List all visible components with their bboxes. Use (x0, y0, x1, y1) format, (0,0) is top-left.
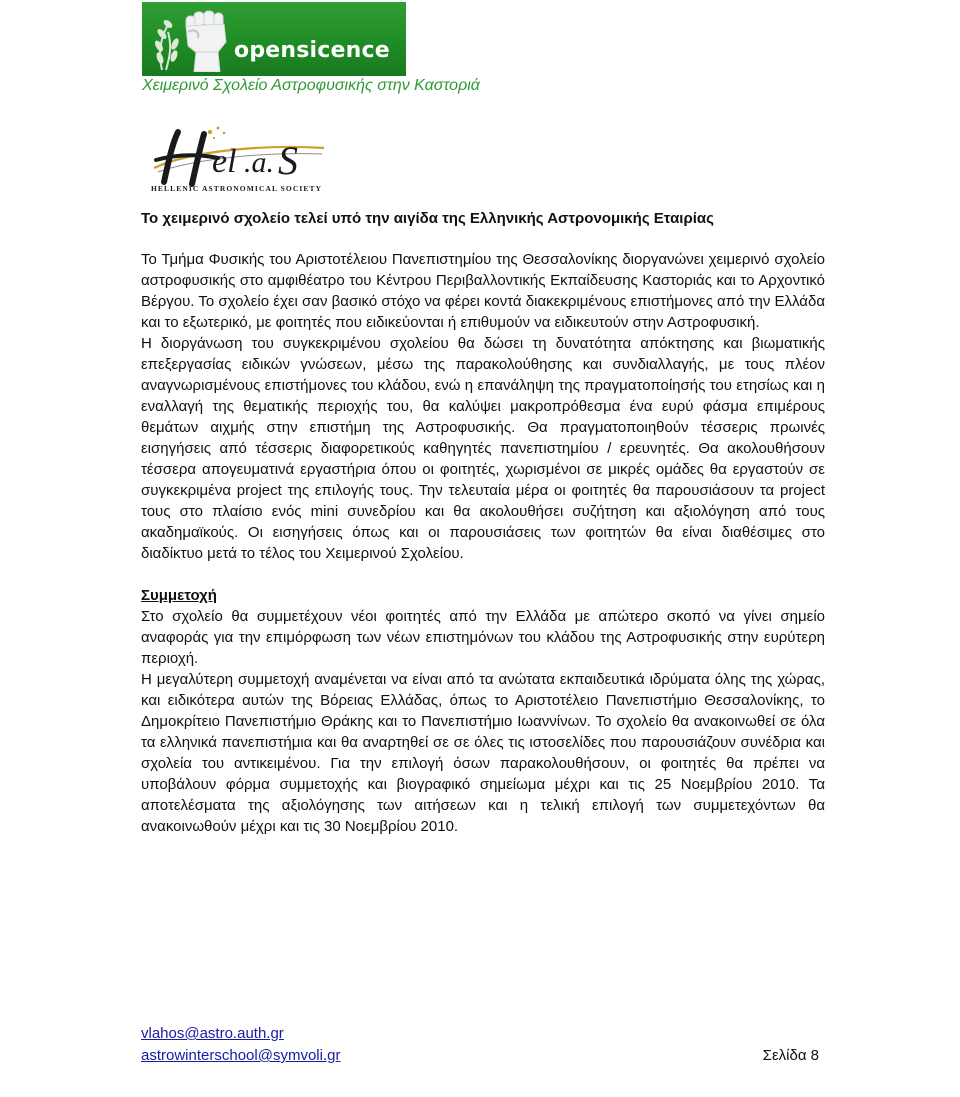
paragraph-participation-intro: Στο σχολείο θα συμμετέχουν νέοι φοιτητές από την Ελλάδα με απώτερο σκοπό να γίνει σημείο αναφοράς για την επιμόρφωση των νέων επιστημόνων του κλάδου της Αστροφυσικής στην ευρύτερη περιοχή. (141, 608, 825, 667)
email-link-vlahos[interactable]: vlahos@astro.auth.gr (141, 1025, 284, 1042)
paragraph-organization: Η διοργάνωση του συγκεκριμένου σχολείου θα δώσει τη δυνατότητα απόκτησης και βιωματικής επεξεργασίας ειδικών γνώσεων, μέσω της παρακολούθησης και συνδιαλλαγής, με τους πλέον αναγνωρισμένους επιστήμονες του κλάδου, ενώ η επανάληψη της πραγματοποίησής του ετησίως και η εναλλαγή της θεματικής περιοχής του, θα καλύψει μακροπρόθεσμα ένα ευρύ φάσμα επιμέρους θεμάτων αιχμής στην επιστήμη της Αστροφυσικής. Θα πραγματοποιηθούν τέσσερις πρωινές εισηγήσεις από τέσσερις διαφορετικούς καθηγητές πανεπιστημίου / ερευνητές. Θα ακολουθήσουν τέσσερα απογευματινά εργαστήρια όπου οι φοιτητές, χωρισμένοι σε μικρές ομάδες θα εργαστούν σε συγκεκριμένα project της επιλογής τους. Την τελευταία μέρα οι φοιτητές θα παρουσιάσουν τα project τους στο πλαίσιο ενός mini συνεδρίου και θα ακολουθήσει συζήτηση και αξιολόγηση από τους ακαδημαϊκούς. Οι εισηγήσεις όπως και οι παρουσιάσεις των φοιτητών θα είναι διαθέσιμες στο διαδίκτυο μετά το τέλος του Χειμερινού Σχολείου. (141, 335, 825, 562)
page-number: Σελίδα 8 (762, 1047, 819, 1064)
page-footer (141, 1023, 825, 1067)
svg-text:el: el (212, 143, 237, 180)
paragraph-intro: Το Τμήμα Φυσικής του Αριστοτέλειου Πανεπιστημίου της Θεσσαλονίκης διοργανώνει χειμερινό σχολείο αστροφυσικής στο αμφιθέατρο του Κέντρου Περιβαλλοντικής Εκπαίδευσης Καστοριάς και το Αρχοντικό Βέργου. Το σχολείο έχει σαν βασικό στόχο να φέρει κοντά διακεκριμένους επιστήμονες από την Ελλάδα και το εξωτερικό, με φοιτητές που ειδικεύονται ή επιθυμούν να ειδικευτούν στην Αστροφυσική. (141, 251, 825, 331)
header-subtitle: Χειμερινό Σχολείο Αστροφυσικής στην Καστοριά (142, 77, 480, 94)
paragraph-participation-details: Η μεγαλύτερη συμμετοχή αναμένεται να είναι από τα ανώτατα εκπαιδευτικά ιδρύματα όλης της χώρας, και ειδικότερα αυτών της Βόρειας Ελλάδας, όπως το Αριστοτέλειο Πανεπιστήμιο Θεσσαλονίκης, το Δημοκρίτειο Πανεπιστήμιο Θράκης και το Πανεπιστήμιο Ιωαννίνων. Το σχολείο θα ανακοινωθεί σε όλα τα ελληνικά πανεπιστήμια και θα αναρτηθεί σε σε όλες τις ιστοσελίδες που παρουσιάζουν συνέδρια και σχολεία του αντικειμένου. Για την επιλογή όσων παρακολουθήσουν, οι φοιτητές θα πρέπει να υποβάλουν φόρμα συμμετοχής και βιογραφικό σημείωμα μέχρι και τις 25 Νοεμβρίου 2010. Τα αποτελέσματα της αξιολόγησης των αιτήσεων και η τελική επιλογή των συμμετεχόντων θα ανακοινωθούν μέχρι και τις 30 Νοεμβρίου 2010. (141, 671, 825, 835)
section-heading-participation: Συμμετοχή (141, 587, 217, 604)
brand-name: opensicence (234, 38, 390, 63)
helas-caption: HELLENIC ASTRONOMICAL SOCIETY (151, 184, 323, 193)
svg-text:S: S (278, 138, 298, 183)
raised-fist-icon (148, 6, 234, 72)
opensicence-banner (142, 2, 406, 76)
lead-sentence: Το χειμερινό σχολείο τελεί υπό την αιγίδα της Ελληνικής Αστρονομικής Εταιρίας (141, 210, 714, 227)
document-body (141, 208, 825, 837)
svg-text:.a.: .a. (244, 146, 274, 179)
email-link-astrowinterschool[interactable]: astrowinterschool@symvoli.gr (141, 1047, 341, 1064)
